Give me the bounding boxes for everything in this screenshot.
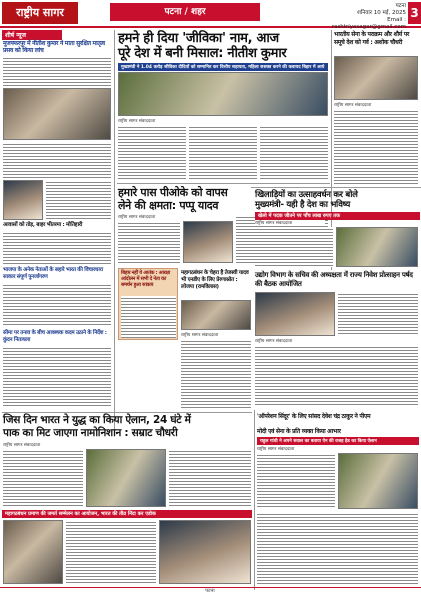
bottom-strip: महागठबंधन प्रमाण की जमर्त सम्मेलन का आयोजन, भारत की तीव्र निंदा कर एडोक	[2, 510, 252, 518]
udyog-headline: उद्योग विभाग के सचिव की अध्यक्षता में राज्य निवेश प्रोत्साहन पर्षद की बैठक आयोजित	[255, 271, 413, 288]
edition-city: पटना	[395, 3, 406, 9]
bottom-body-col3	[66, 520, 156, 584]
bottom-photo	[86, 449, 166, 507]
box-story-body	[121, 296, 176, 338]
lead-body-col1	[118, 125, 186, 180]
pappu-headline-line1: हमारे पास पीओके को वापस	[118, 186, 228, 199]
left-story4-headline: सीमा पर तनाव के बीच आवश्यक कदम उठाने के निर्देश : कुंदन नितायला	[3, 330, 107, 343]
lead-strap: मुख्यमंत्री ने 1.04 करोड़ जीविका दीदियों को सम्मानित कर वित्तीय सहायता, महिला सशक्त करने की कवायद बिहार में आये	[118, 63, 328, 71]
story-divider	[251, 187, 421, 188]
bottom-photo-2	[3, 520, 63, 584]
lead-body-col3	[260, 125, 328, 180]
left-story2-body	[46, 180, 111, 220]
khiladi-strap: खेलो में पदक जीतने पर पाँच लाख रुपए तक	[255, 212, 420, 220]
section-banner: पटना / शहर	[110, 3, 260, 21]
lead-headline-line1: हमने ही दिया 'जीविका' नाम, आज	[118, 31, 279, 46]
story-divider	[117, 183, 330, 184]
sindoor-headline-line1: 'ऑपरेशन सिंदूर' के लिए सांसद देवेश चंद्र ठाकुर ने पीएम	[257, 413, 371, 420]
left-story3-headline: भाजपा के अनेक नेताओं के सहारे भारत की विचारधारा साकार संपूर्ण पुनर्जागरण	[3, 267, 103, 280]
sindoor-photo	[338, 453, 418, 509]
sindoor-byline: राष्ट्रीय सागर संवाददाता	[257, 447, 295, 452]
box-story-headline: बिहार नहीं ये आतंक : आरक्षा आंदोलन में सभी दे नेता का समर्थन हुआ साकार	[121, 270, 170, 288]
lead-headline-line2: पूरे देश में बनी मिसाल: नीतीश कुमार	[118, 46, 287, 61]
bottom-body-col1	[3, 449, 83, 507]
email-line: Email : rashtriyasagar@gmail.com	[331, 17, 406, 30]
bottom-byline: राष्ट्रीय सागर संवाददाता	[3, 443, 41, 448]
bottom-body-col2	[169, 449, 251, 507]
sindoor-body-col1	[257, 453, 335, 509]
chirag-byline: राष्ट्रीय सागर संवाददाता	[181, 333, 219, 338]
khiladi-headline-line2: मुख्यमंत्री- यही है देश का भविष्य	[255, 200, 351, 210]
chirag-photo	[181, 300, 251, 330]
left-story1-photo	[3, 88, 111, 140]
page-number: 3	[408, 2, 421, 24]
left-story2-photo	[3, 180, 43, 220]
udyog-body-col2	[255, 345, 418, 407]
lead-photo	[118, 72, 328, 116]
pappu-byline: राष्ट्रीय सागर संवाददाता	[118, 215, 156, 220]
left-story2-body-2	[3, 231, 111, 265]
right-headline: भारतीय सेना के पराक्रम और शौर्य पर समूचे देश को गर्व : अशोक चौधरी	[334, 31, 410, 46]
udyog-photo	[255, 292, 335, 336]
left-story1-body-2	[3, 142, 111, 178]
story-divider	[2, 412, 252, 413]
khiladi-byline: राष्ट्रीय सागर संवाददाता	[255, 220, 325, 226]
sindoor-body-col2	[257, 512, 418, 584]
lead-body-col2	[189, 125, 257, 180]
khiladi-body	[255, 227, 333, 267]
pappu-body-col1	[118, 221, 180, 263]
sindoor-headline-line2: मोदी एवं सेना के प्रति व्यक्त किया आभार	[257, 428, 341, 435]
pappu-photo	[183, 221, 233, 263]
chirag-body	[181, 339, 251, 409]
column-rule	[114, 30, 115, 430]
footer-edition: पटना	[205, 588, 215, 594]
issue-date: शनिवार 10 मई, 2025	[357, 10, 406, 16]
left-story1-headline: मुजफ्फरपुर में नीतीश कुमार ने माता सुरक्षित मातृत्व प्रसव को किया लांच	[3, 40, 105, 54]
section-label: शीर्ष न्यूज	[2, 30, 62, 40]
khiladi-headline-line1: खिलाड़ियों का उत्साहवर्धन कर बोले	[255, 190, 358, 200]
udyog-byline: राष्ट्रीय सागर संवाददाता	[255, 339, 293, 344]
sindoor-strap: राहुल गांधी ने अपने सवाल का बताया ऐन की वजह हेड का किया ऐलान	[257, 437, 419, 445]
udyog-body-col1	[338, 292, 418, 336]
lead-byline: राष्ट्रीय सागर संवाददाता	[118, 119, 156, 124]
bottom-photo-3	[159, 520, 251, 584]
left-story2-caption: आवासों को तोड़, बाहर भीतरमा : मोतिहारी	[3, 222, 83, 228]
right-byline: राष्ट्रीय सागर संवाददाता	[334, 103, 372, 108]
chirag-headline: महागठबंधन के चेहरा है तेजस्वी यादव भी एनडीए के लिए प्रेरणास्रोत : लोजपा (रामविलास)	[181, 270, 249, 290]
left-story3-body	[3, 283, 111, 327]
pappu-headline-line2: लेने की क्षमता: पप्पू यादव	[118, 199, 219, 212]
left-story4-body	[3, 346, 111, 408]
bottom-headline-line1: जिस दिन भारत ने युद्ध का किया ऐलान, 24 घंटे में	[3, 414, 191, 426]
left-story1-body	[3, 56, 111, 86]
bottom-headline-line2: पाक का मिट जाएगा नामोनिशान : सम्राट चौधरी	[3, 427, 178, 439]
khiladi-photo	[336, 227, 418, 267]
right-body	[334, 109, 418, 185]
right-photo	[334, 56, 418, 100]
date-block	[318, 3, 406, 31]
newspaper-logo: राष्ट्रीय सागर	[2, 2, 78, 24]
column-rule	[254, 410, 255, 590]
